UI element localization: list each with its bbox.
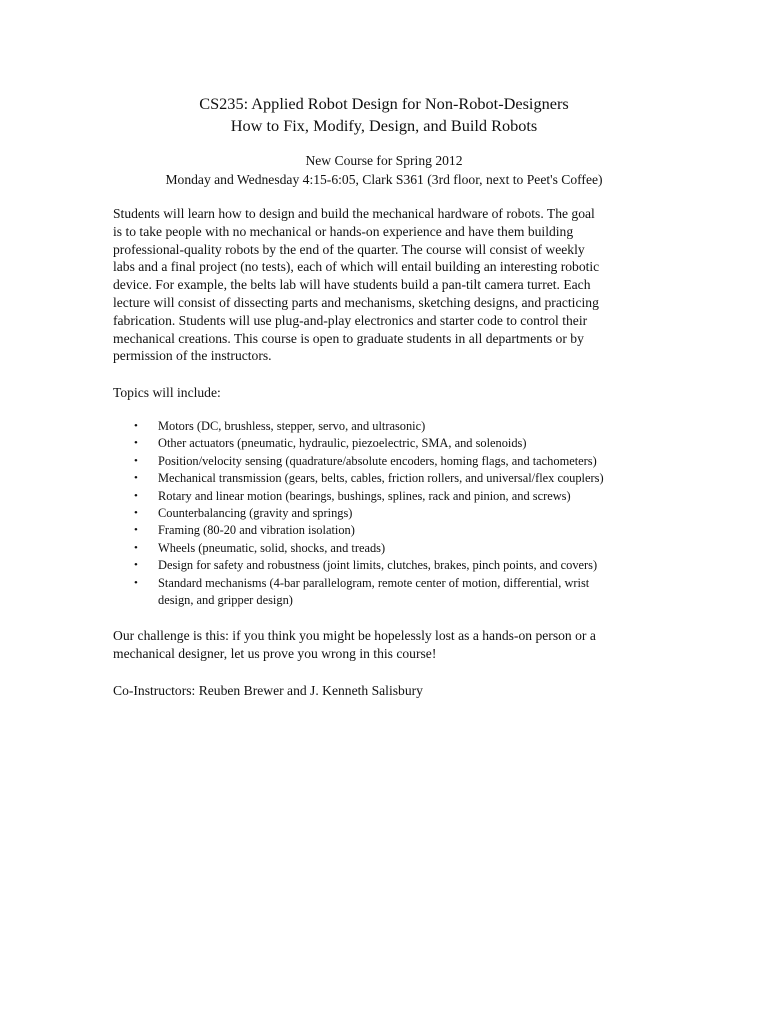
topic-text: Counterbalancing (gravity and springs) bbox=[158, 506, 353, 521]
topic-text: Standard mechanisms (4-bar parallelogram, remote center of motion, differential, wrist bbox=[158, 575, 590, 590]
description-line: is to take people with no mechanical or hands-on experience and have them building bbox=[113, 223, 574, 239]
topic-text: Motors (DC, brushless, stepper, servo, and ultrasonic) bbox=[158, 419, 426, 433]
description-line: permission of the instructors. bbox=[113, 348, 272, 364]
course-term: New Course for Spring 2012 bbox=[305, 153, 463, 168]
list-item bbox=[113, 418, 673, 435]
bullet-icon: • bbox=[134, 507, 138, 520]
description-line: fabrication. Students will use plug-and-play electronics and starter code to control their bbox=[113, 312, 588, 328]
topics-heading: Topics will include: bbox=[113, 385, 221, 400]
bullet-icon: • bbox=[134, 524, 138, 537]
description-line: lecture will consist of dissecting parts and mechanisms, sketching designs, and practicing bbox=[113, 294, 599, 310]
list-item bbox=[113, 505, 673, 522]
topic-text: Framing (80-20 and vibration isolation) bbox=[158, 523, 355, 538]
bullet-icon: • bbox=[134, 489, 138, 502]
description-line: mechanical creations. This course is open to graduate students in all departments or by bbox=[113, 330, 584, 346]
course-title-line-2: How to Fix, Modify, Design, and Build Robots bbox=[230, 116, 538, 135]
list-item bbox=[113, 470, 673, 487]
challenge-line-2: mechanical designer, let us prove you wrong in this course! bbox=[113, 646, 437, 661]
list-item bbox=[113, 453, 673, 470]
list-item bbox=[113, 488, 673, 505]
topics-list bbox=[113, 418, 673, 609]
course-title bbox=[0, 93, 768, 137]
list-item bbox=[113, 540, 673, 557]
bullet-icon: • bbox=[134, 420, 138, 432]
description-line: device. For example, the belts lab will have students build a pan-tilt camera turret. Each bbox=[113, 277, 591, 293]
description-line: professional-quality robots by the end of the quarter. The course will consist of weekly bbox=[113, 241, 585, 257]
list-item bbox=[113, 435, 673, 452]
list-item bbox=[113, 522, 673, 539]
topic-text: Position/velocity sensing (quadrature/absolute encoders, homing flags, and tachometers) bbox=[158, 453, 597, 468]
topic-text-continuation: design, and gripper design) bbox=[158, 593, 293, 608]
topic-text: Wheels (pneumatic, solid, shocks, and treads) bbox=[158, 540, 386, 555]
bullet-icon: • bbox=[134, 576, 138, 589]
topic-text: Mechanical transmission (gears, belts, cables, friction rollers, and universal/flex couplers) bbox=[158, 471, 604, 486]
topic-text: Other actuators (pneumatic, hydraulic, piezoelectric, SMA, and solenoids) bbox=[158, 436, 527, 451]
course-title-line-1: CS235: Applied Robot Design for Non-Robot-Designers bbox=[199, 94, 569, 113]
topic-text: Rotary and linear motion (bearings, bushings, splines, rack and pinion, and screws) bbox=[158, 488, 571, 503]
topic-text: Design for safety and robustness (joint limits, clutches, brakes, pinch points, and covers) bbox=[158, 558, 598, 573]
challenge-line-1: Our challenge is this: if you think you might be hopelessly lost as a hands-on person or a bbox=[113, 628, 596, 643]
bullet-icon: • bbox=[134, 541, 138, 554]
challenge-paragraph bbox=[113, 627, 661, 663]
course-description bbox=[113, 205, 661, 365]
description-line: labs and a final project (no tests), each of which will entail building an interesting robotic bbox=[113, 259, 600, 275]
course-schedule bbox=[0, 151, 768, 189]
course-time-location: Monday and Wednesday 4:15-6:05, Clark S361 (3rd floor, next to Peet's Coffee) bbox=[165, 172, 603, 187]
description-line: Students will learn how to design and build the mechanical hardware of robots. The goal bbox=[113, 206, 595, 221]
bullet-icon: • bbox=[134, 454, 138, 467]
bullet-icon: • bbox=[134, 437, 138, 450]
list-item bbox=[113, 557, 673, 574]
list-item bbox=[113, 575, 673, 610]
bullet-icon: • bbox=[134, 559, 138, 572]
bullet-icon: • bbox=[134, 472, 138, 485]
co-instructors: Co-Instructors: Reuben Brewer and J. Kenneth Salisbury bbox=[113, 683, 423, 698]
